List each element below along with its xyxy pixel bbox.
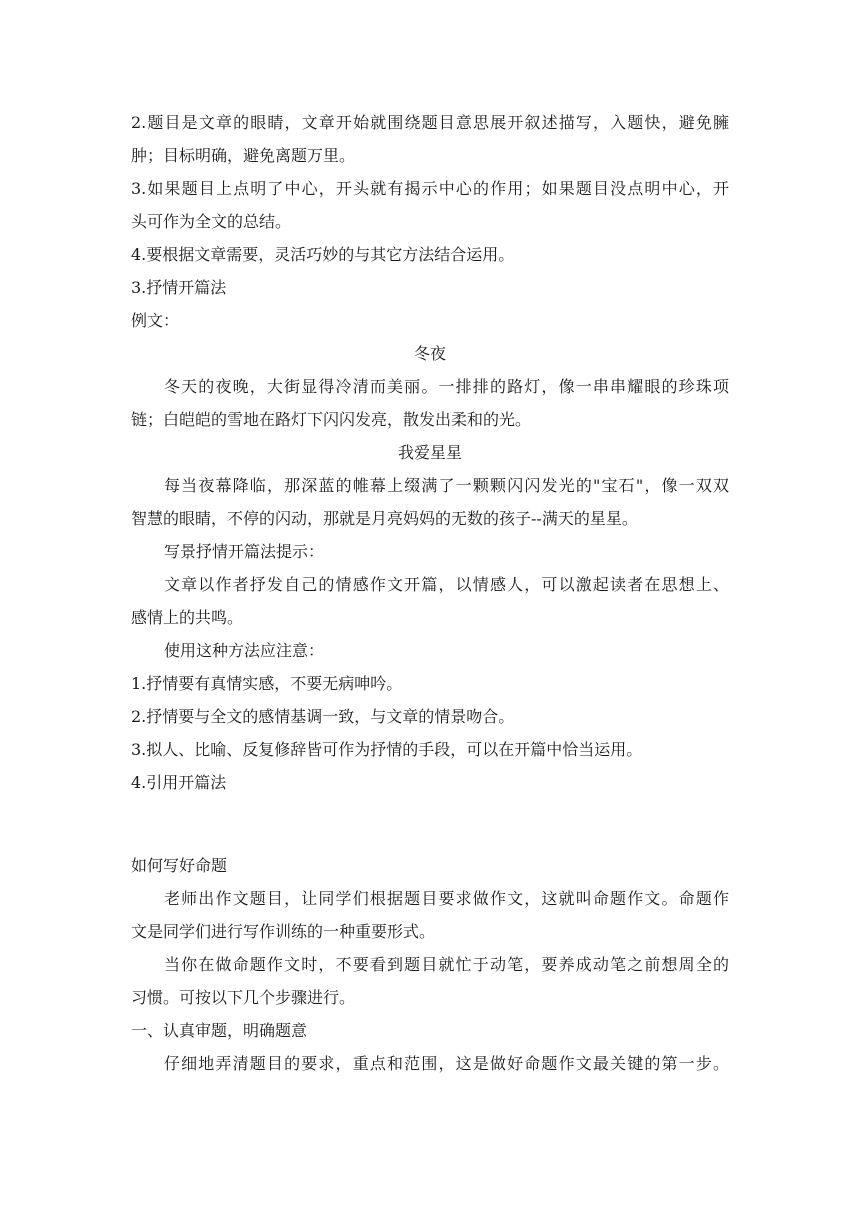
paragraph <box>131 733 729 766</box>
text-line: 当你在做命题作文时，不要看到题目就忙于动笔，要养成动笔之前想周全的 <box>164 955 729 974</box>
paragraph <box>131 106 729 172</box>
example-title: 我爱星星 <box>397 443 462 462</box>
paragraph <box>131 849 729 882</box>
paragraph <box>131 700 729 733</box>
text-line: 3.抒情开篇法 <box>131 278 227 297</box>
paragraph <box>131 882 729 948</box>
paragraph <box>131 1047 729 1080</box>
text-line: 2.题目是文章的眼睛，文章开始就围绕题目意思展开叙述描写，入题快，避免臃 <box>131 113 729 132</box>
paragraph <box>131 535 729 568</box>
paragraph <box>131 271 729 304</box>
paragraph <box>131 238 729 271</box>
text-line: 肿；目标明确，避免离题万里。 <box>131 146 356 165</box>
paragraph <box>131 766 729 799</box>
text-line: 文是同学们进行写作训练的一种重要形式。 <box>131 922 436 941</box>
text-line: 使用这种方法应注意： <box>164 641 325 660</box>
paragraph <box>131 948 729 1014</box>
paragraph <box>131 370 729 436</box>
text-line: 写景抒情开篇法提示： <box>164 542 325 561</box>
text-line: 文章以作者抒发自己的情感作文开篇，以情感人，可以激起读者在思想上、 <box>164 575 729 594</box>
text-line: 头可作为全文的总结。 <box>131 212 292 231</box>
text-line: 老师出作文题目，让同学们根据题目要求做作文，这就叫命题作文。命题作 <box>164 889 729 908</box>
text-line: 冬天的夜晚，大街显得冷清而美丽。一排排的路灯，像一串串耀眼的珍珠项 <box>164 377 729 396</box>
text-line: 如何写好命题 <box>131 856 228 875</box>
text-line: 每当夜幕降临，那深蓝的帷幕上缀满了一颗颗闪闪发光的"宝石"，像一双双 <box>164 476 729 495</box>
paragraph <box>131 667 729 700</box>
text-line: 3.如果题目上点明了中心，开头就有揭示中心的作用；如果题目没点明中心，开 <box>131 179 729 198</box>
text-line: 仔细地弄清题目的要求，重点和范围，这是做好命题作文最关键的第一步。 <box>164 1054 729 1073</box>
text-line: 习惯。可按以下几个步骤进行。 <box>131 988 356 1007</box>
text-line: 2.抒情要与全文的感情基调一致，与文章的情景吻合。 <box>131 707 515 726</box>
text-line: 感情上的共鸣。 <box>131 608 244 627</box>
text-line: 3.拟人、比喻、反复修辞皆可作为抒情的手段，可以在开篇中恰当运用。 <box>131 740 643 759</box>
paragraph <box>131 469 729 535</box>
paragraph <box>131 568 729 634</box>
text-line: 4.引用开篇法 <box>131 773 227 792</box>
paragraph <box>131 304 729 337</box>
text-line: 4.要根据文章需要，灵活巧妙的与其它方法结合运用。 <box>131 245 515 264</box>
paragraph <box>131 634 729 667</box>
text-line: 链；白皑皑的雪地在路灯下闪闪发亮，散发出柔和的光。 <box>131 410 532 429</box>
text-line: 例文： <box>131 311 180 330</box>
text-line: 一、认真审题，明确题意 <box>131 1021 308 1040</box>
blank-line <box>131 799 729 849</box>
text-line: 1.抒情要有真情实感，不要无病呻吟。 <box>131 674 403 693</box>
example-title: 冬夜 <box>413 344 446 363</box>
paragraph <box>131 1014 729 1047</box>
document-body <box>131 106 729 1080</box>
paragraph <box>131 172 729 238</box>
text-line: 智慧的眼睛，不停的闪动，那就是月亮妈妈的无数的孩子--满天的星星。 <box>131 509 638 528</box>
